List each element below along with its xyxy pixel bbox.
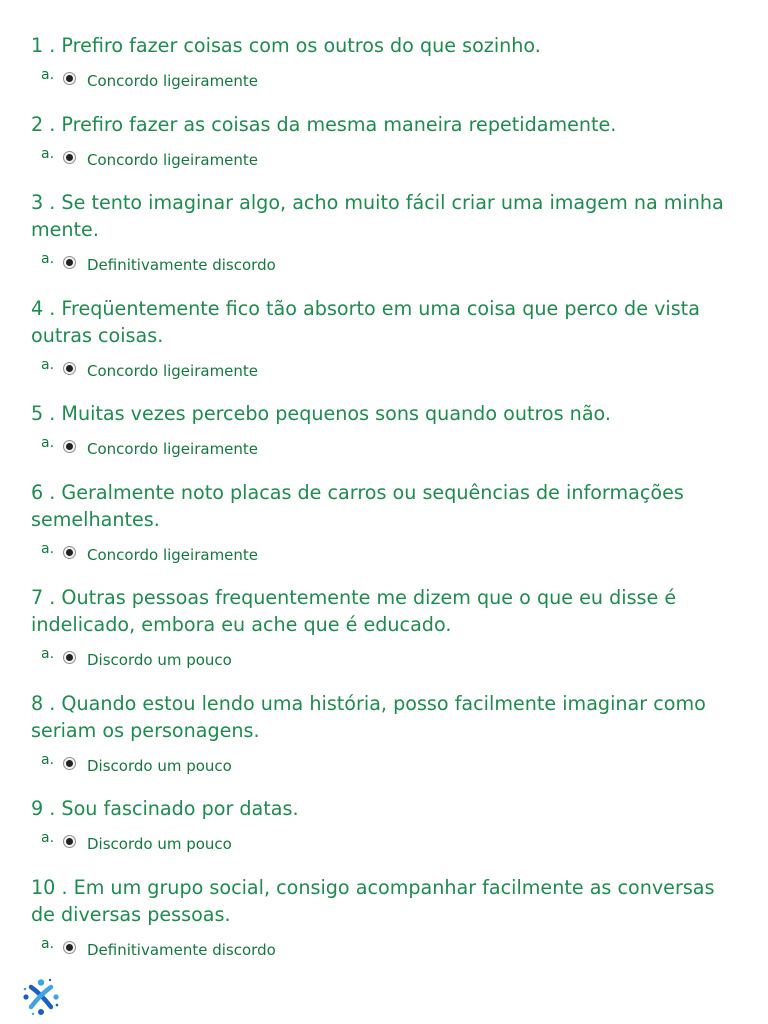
question-1-option-letter: a. xyxy=(41,67,55,83)
question-3-text: 3 . Se tento imaginar algo, acho muito fácil criar uma imagem na minha mente. xyxy=(31,191,724,241)
question-10-option-a-radio[interactable] xyxy=(63,941,76,954)
question-2-option-a-label: Concordo ligeiramente xyxy=(87,150,259,169)
question-4-option-letter: a. xyxy=(41,356,55,373)
question-7-option-a-radio[interactable] xyxy=(63,651,76,664)
question-6-text: 6 . Geralmente noto placas de carros ou sequências de informações semelhantes. xyxy=(31,480,684,531)
question-3-option-a-radio[interactable] xyxy=(63,256,76,269)
question-5-answer-row xyxy=(31,435,735,459)
question-10-answer-row xyxy=(31,935,735,960)
radio-selected-dot xyxy=(66,944,73,951)
question-1-option-a-label: Concordo ligeiramente xyxy=(87,72,259,90)
question-3-option-a-label: Definitivamente discordo xyxy=(87,256,276,274)
question-7-option-letter: a. xyxy=(41,646,55,662)
question-5-text: 5 . Muitas vezes percebo pequenos sons quando outros não. xyxy=(31,402,612,425)
question-8-answer-row xyxy=(31,751,735,776)
question-7-text: 7 . Outras pessoas frequentemente me dizem que o que eu disse é indelicado, embora eu ache que é educado. xyxy=(31,586,677,636)
question-4-text: 4 . Freqüentemente fico tão absorto em uma coisa que perco de vista outras coisas. xyxy=(31,296,700,347)
question-10-option-letter: a. xyxy=(41,935,55,952)
radio-selected-dot xyxy=(66,154,73,161)
radio-selected-dot xyxy=(66,838,73,845)
question-5-option-a-label: Concordo ligeiramente xyxy=(87,440,259,458)
question-7 xyxy=(31,584,735,670)
radio-selected-dot xyxy=(66,443,73,450)
question-6-option-a-radio[interactable] xyxy=(63,546,76,559)
question-6-option-a-label: Concordo ligeiramente xyxy=(87,545,259,564)
question-9-answer-row xyxy=(31,830,735,854)
question-3-answer-row xyxy=(31,251,735,275)
question-6-answer-row xyxy=(31,540,735,565)
question-10-option-a-label: Definitivamente discordo xyxy=(87,940,276,959)
question-8-text: 8 . Quando estou lendo uma história, posso facilmente imaginar como seriam os personagens. xyxy=(31,691,706,742)
question-5-option-letter: a. xyxy=(41,435,55,451)
question-9-option-a-label: Discordo um pouco xyxy=(87,835,232,853)
question-9 xyxy=(31,795,735,854)
people-logo-icon xyxy=(21,977,61,1017)
question-1-option-a-radio[interactable] xyxy=(63,72,76,85)
radio-selected-dot xyxy=(66,75,73,82)
question-7-option-a-label: Discordo um pouco xyxy=(87,651,232,669)
question-9-option-letter: a. xyxy=(41,830,55,846)
question-9-text: 9 . Sou fascinado por datas. xyxy=(31,797,299,820)
question-8-option-letter: a. xyxy=(41,751,55,768)
question-4-answer-row xyxy=(31,356,735,381)
question-6 xyxy=(31,479,735,565)
question-8-option-a-radio[interactable] xyxy=(63,757,76,770)
radio-selected-dot xyxy=(66,760,73,767)
radio-selected-dot xyxy=(66,654,73,661)
question-7-answer-row xyxy=(31,646,735,670)
question-2-answer-row xyxy=(31,145,735,170)
question-8-option-a-label: Discordo um pouco xyxy=(87,756,232,775)
question-4-option-a-radio[interactable] xyxy=(63,362,76,375)
question-2 xyxy=(31,111,735,170)
question-2-text: 2 . Prefiro fazer as coisas da mesma maneira repetidamente. xyxy=(31,112,617,136)
question-1-text: 1 . Prefiro fazer coisas com os outros do que sozinho. xyxy=(31,34,541,57)
radio-selected-dot xyxy=(66,549,73,556)
question-10-text: 10 . Em um grupo social, consigo acompanhar facilmente as conversas de diversas pessoas. xyxy=(31,875,715,926)
question-8 xyxy=(31,690,735,776)
question-10 xyxy=(31,874,735,960)
question-1-answer-row xyxy=(31,67,735,91)
questionnaire-answers xyxy=(31,32,735,979)
radio-selected-dot xyxy=(66,365,73,372)
question-4 xyxy=(31,295,735,381)
question-2-option-a-radio[interactable] xyxy=(63,151,76,164)
question-4-option-a-label: Concordo ligeiramente xyxy=(87,361,259,380)
question-9-option-a-radio[interactable] xyxy=(63,835,76,848)
question-5-option-a-radio[interactable] xyxy=(63,440,76,453)
radio-selected-dot xyxy=(66,259,73,266)
question-5 xyxy=(31,400,735,459)
question-3 xyxy=(31,189,735,275)
question-6-option-letter: a. xyxy=(41,540,55,557)
question-1 xyxy=(31,32,735,91)
question-3-option-letter: a. xyxy=(41,251,55,267)
question-2-option-letter: a. xyxy=(41,145,55,162)
